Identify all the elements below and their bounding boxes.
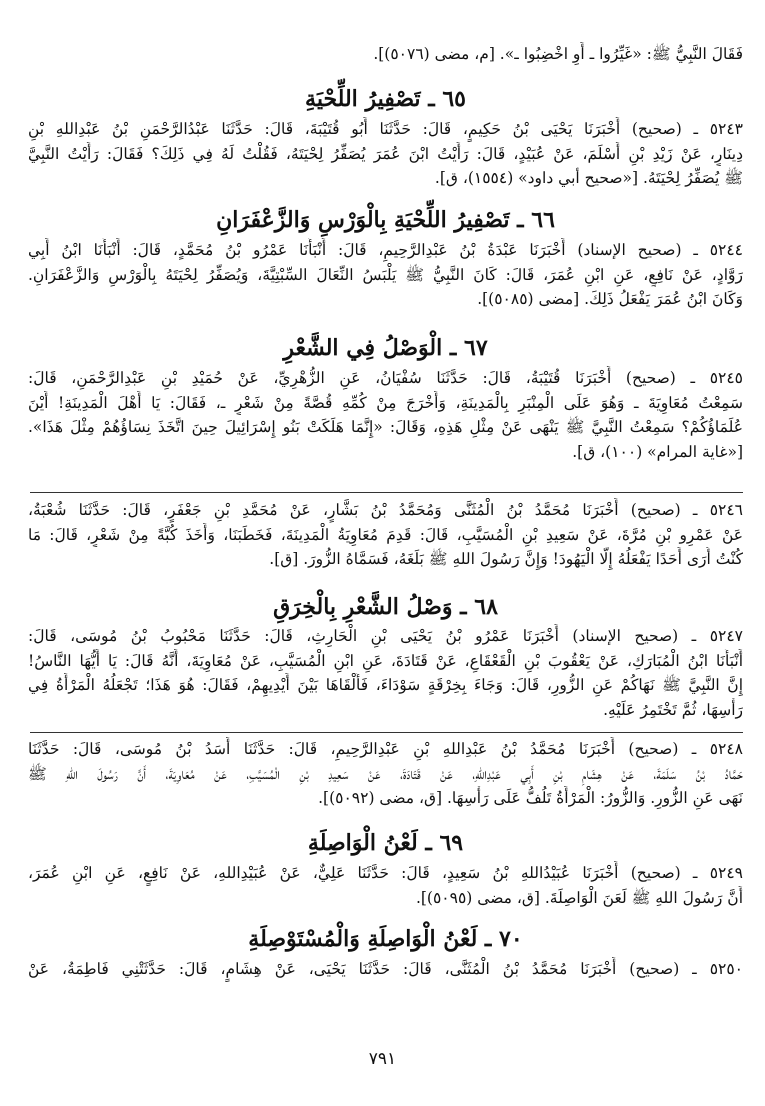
text-line: ٥٢٤٨ ـ (صحيح) أَخْبَرَنَا مُحَمَّدُ بْنُ عَبْدِاللهِ بْنِ عَبْدِالرَّحِيمِ، قَالَ: حَدَّثَنَا أَسَدُ بْنُ مُوسَى، قَالَ: حَدَّثَنَا — [28, 740, 743, 758]
text-line: ٥٢٤٩ ـ (صحيح) أَخْبَرَنَا عُبَيْدُاللهِ بْنُ سَعِيدٍ، قَالَ: حَدَّثَنَا عَلِيٌّ، عَنْ عُبَيْدِاللهِ، عَنْ نَافِعٍ، عَنِ ابْنِ عُمَرَ، — [28, 864, 743, 882]
chapter-heading-67: ٦٧ ـ الْوَصْلُ فِي الشَّعْرِ — [283, 335, 488, 361]
text-line: [«غاية المرام» (١٠٠)، ق]. — [572, 442, 743, 461]
text-line: ٥٢٤٥ ـ (صحيح) أَخْبَرَنَا قُتَيْبَةُ، قَالَ: حَدَّثَنَا سُفْيَانُ، عَنِ الزُّهْرِيِّ، عَنْ حُمَيْدِ بْنِ عَبْدِالرَّحْمَنِ، قَالَ: — [28, 369, 743, 387]
text-line: إِنَّ النَّبِيَّ ﷺ نَهَاكُمْ عَنِ الزُّورِ، قَالَ: وَجَاءَ بِخِرْقَةٍ سَوْدَاءَ، فَأَلْقَاهَا بَيْنَ أَيْدِيهِمْ، فَقَالَ: هُوَ هَذَا؛ تَجْعَلُهُ الْمَرْأَةُ فِي — [28, 676, 743, 694]
continuation-text — [28, 42, 743, 67]
text-line: ٥٢٤٤ ـ (صحيح الإسناد) أَخْبَرَنَا عَبْدَةُ بْنُ عَبْدِالرَّحِيمِ، قَالَ: أَنْبَأَنَا عَمْرُو بْنُ مُحَمَّدٍ، قَالَ: أَنْبَأَنَا ابْنُ أَبِي — [28, 241, 743, 259]
text-line: ٥٢٤٧ ـ (صحيح الإسناد) أَخْبَرَنَا عَمْرُو بْنُ يَحْيَى بْنِ الْحَارِثِ، قَالَ: حَدَّثَنَا مَحْبُوبُ بْنُ مُوسَى، قَالَ: — [28, 627, 743, 645]
text-line: كُنْتُ أُرَى أَحَدًا يَفْعَلُهُ إِلَّا الْيَهُودَ! وَإِنَّ رَسُولَ اللهِ ﷺ بَلَغَهُ، فَسَمَّاهُ الزُّورَ. [ق]. — [269, 550, 743, 568]
divider — [30, 492, 743, 493]
text-line: ٥٢٤٣ ـ (صحيح) أَخْبَرَنَا يَحْيَى بْنُ حَكِيمٍ، قَالَ: حَدَّثَنَا أَبُو قُتَيْبَةَ، قَالَ: حَدَّثَنَا عَبْدُالرَّحْمَنِ بْنُ عَبْدِاللهِ بْنِ — [28, 120, 743, 138]
text-line: أَنَّ رَسُولَ اللهِ ﷺ لَعَنَ الْوَاصِلَةَ. [ق، مضى (٥٠٩٥)]. — [415, 888, 743, 907]
text-line: أَنْبَأَنَا ابْنُ الْمُبَارَكِ، عَنْ يَعْقُوبَ بْنِ الْقَعْقَاعِ، عَنْ قَتَادَةَ، عَنِ ابْنِ الْمُسَيَّبِ، عَنْ مُعَاوِيَةَ، أَنَّهُ قَالَ: يَا أَيُّهَا النَّاسُ! — [28, 651, 743, 670]
hadith-5248 — [28, 737, 743, 811]
text-line: عَنْ عَمْرِو بْنِ مُرَّةَ، عَنْ سَعِيدِ بْنِ الْمُسَيَّبِ، قَالَ: قَدِمَ مُعَاوِيَةُ الْمَدِينَةَ، فَخَطَبَنَا، وَأَخَذَ كُبَّةً مِنْ شَعْرٍ، قَالَ: مَا — [28, 525, 743, 544]
text-line: وَكَانَ ابْنُ عُمَرَ يَفْعَلُ ذَلِكَ. [مضى (٥٠٨٥)]. — [477, 290, 743, 308]
text-line: نَهَى عَنِ الزُّورِ. وَالزُّورُ: الْمَرْأَةُ تَلُفُّ عَلَى رَأْسِهَا. [ق، مضى (٥٠٩٢)]. — [318, 789, 743, 807]
hadith-5246 — [28, 498, 743, 572]
text-line: ٥٢٥٠ ـ (صحيح) أَخْبَرَنَا مُحَمَّدُ بْنُ الْمُثَنَّى، قَالَ: حَدَّثَنَا يَحْيَى، عَنْ هِشَامٍ، قَالَ: حَدَّثَتْنِي فَاطِمَةُ، عَنْ — [28, 960, 743, 978]
text-line: حَمَّادُ بْنُ سَلَمَةَ، عَنْ هِشَامِ بْنِ أَبِي عَبْدِاللهِ، عَنْ قَتَادَةَ، عَنْ سَعِيدِ بْنِ الْمُسَيَّبِ، عَنْ مُعَاوِيَةَ، أَنَّ رَسُولَ اللهِ ﷺ — [28, 764, 743, 783]
chapter-heading-69: ٦٩ ـ لَعْنُ الْوَاصِلَةِ — [307, 830, 464, 856]
text-line: سَمِعْتُ مُعَاوِيَةَ ـ وَهُوَ عَلَى الْمِنْبَرِ بِالْمَدِينَةِ، وَأَخْرَجَ مِنْ كُمِّهِ قُصَّةً مِنْ شَعْرٍ ـ، فَقَالَ: يَا أَهْلَ الْمَدِينَةِ! أَيْنَ — [28, 393, 743, 412]
text-line: ﷺ يُصَفِّرُ لِحْيَتَهُ. [«صحيح أبي داود» (١٥٥٤)، ق]. — [434, 169, 743, 187]
page-number: ٧٩١ — [368, 1049, 397, 1069]
text-line: دِينَارٍ، عَنْ زَيْدِ بْنِ أَسْلَمَ، عَنْ عُبَيْدٍ، قَالَ: رَأَيْتُ ابْنَ عُمَرَ يُصَفِّرُ لِحْيَتَهُ، فَقُلْتُ لَهُ فِي ذَلِكَ؟ فَقَالَ: رَأَيْتُ النَّبِيَّ — [28, 144, 743, 163]
text-line: فَقَالَ النَّبِيُّ ﷺ: «غَيِّرُوا ـ أَوِ اخْضِبُوا ـ». [م، مضى (٥٠٧٦)]. — [373, 45, 743, 63]
hadith-5250 — [28, 957, 743, 982]
hadith-5243 — [28, 117, 743, 191]
text-line: عُلَمَاؤُكُمْ؟ سَمِعْتُ النَّبِيَّ ﷺ يَنْهَى عَنْ مِثْلِ هَذِهِ، وَقَالَ: «إِنَّمَا هَلَكَتْ بَنُو إِسْرَائِيلَ حِينَ اتَّخَذَ نِسَاؤُهُمْ مِثْلَ هَذَا». — [28, 418, 743, 436]
divider — [30, 732, 743, 733]
text-line: رَوَّادٍ، عَنْ نَافِعٍ، عَنِ ابْنِ عُمَرَ، قَالَ: كَانَ النَّبِيُّ ﷺ يَلْبَسُ النِّعَالَ السِّبْتِيَّةَ، وَيُصَفِّرُ لِحْيَتَهُ بِالْوَرْسِ وَالزَّعْفَرَانِ. — [28, 265, 743, 284]
chapter-heading-66: ٦٦ ـ تَصْفِيرُ اللِّحْيَةِ بِالْوَرْسِ وَالزَّعْفَرَانِ — [216, 207, 555, 233]
hadith-5249 — [28, 861, 743, 910]
hadith-5247 — [28, 624, 743, 722]
hadith-5244 — [28, 238, 743, 312]
text-line: رَأْسِهَا، ثُمَّ تَخْتَمِرُ عَلَيْهِ. — [603, 700, 743, 719]
chapter-heading-65: ٦٥ ـ تَصْفِيرُ اللِّحْيَةِ — [305, 86, 466, 112]
chapter-heading-70: ٧٠ ـ لَعْنُ الْوَاصِلَةِ وَالْمُسْتَوْصِلَةِ — [248, 926, 523, 952]
hadith-5245 — [28, 366, 743, 464]
text-line: ٥٢٤٦ ـ (صحيح) أَخْبَرَنَا مُحَمَّدُ بْنُ الْمُثَنَّى وَمُحَمَّدُ بْنُ بَشَّارٍ، عَنْ مُحَمَّدِ بْنِ جَعْفَرٍ، قَالَ: حَدَّثَنَا شُعْبَةُ، — [28, 501, 743, 519]
chapter-heading-68: ٦٨ ـ وَصْلُ الشَّعْرِ بِالْخِرَقِ — [273, 594, 498, 620]
